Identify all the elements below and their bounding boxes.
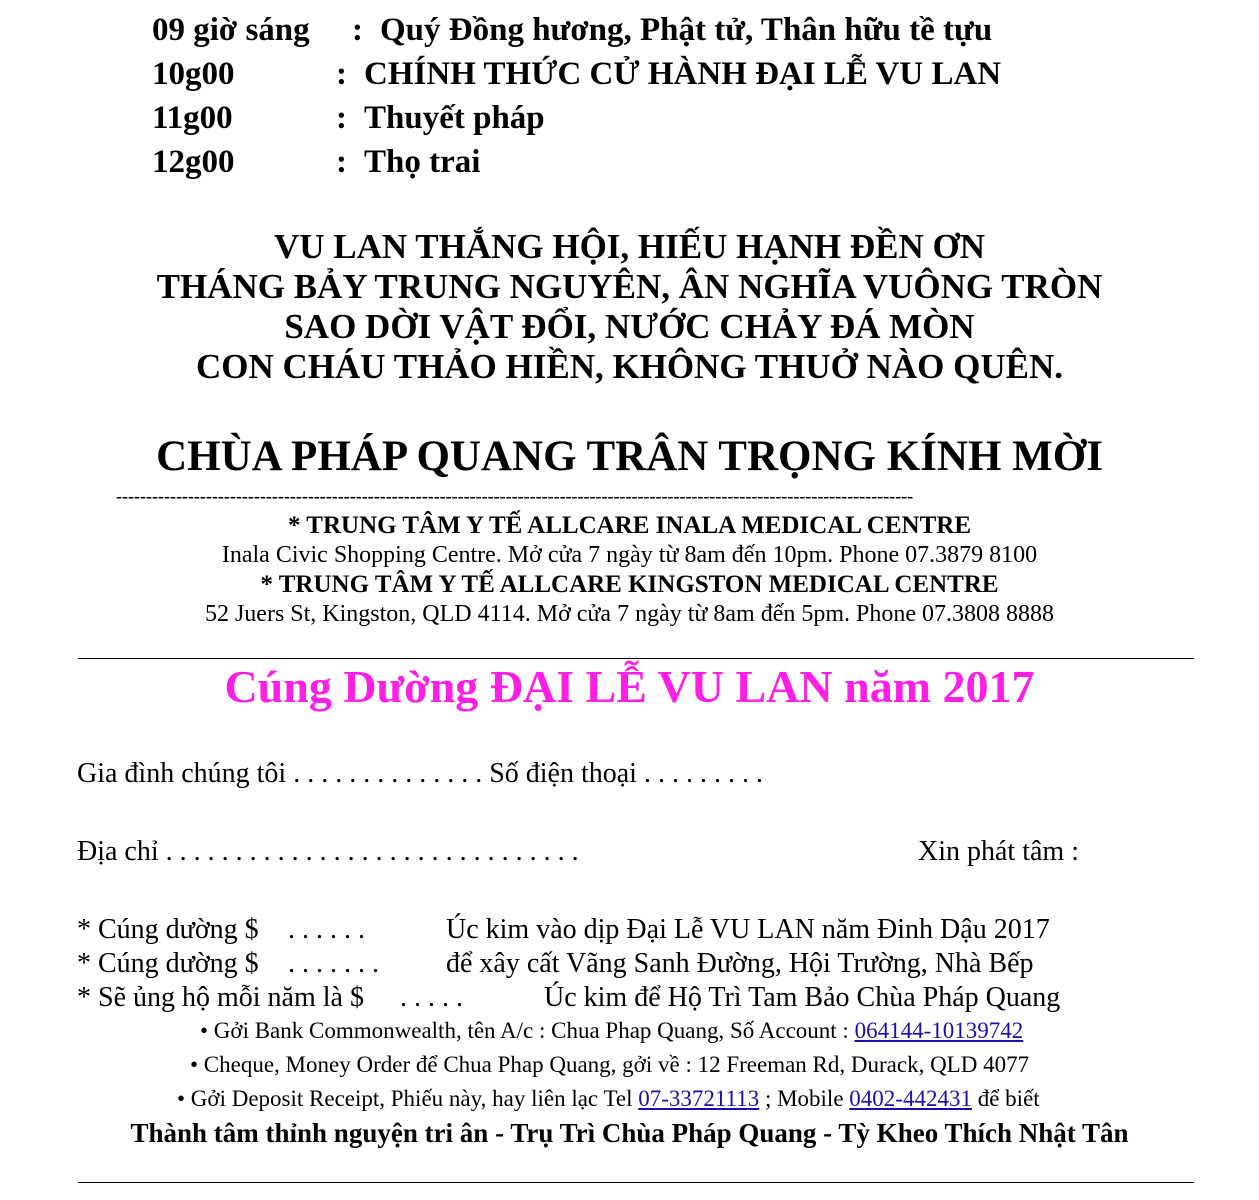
poem-line: SAO DỜI VẬT ĐỔI, NƯỚC CHẢY ĐÁ MÒN bbox=[284, 307, 975, 346]
address-field[interactable]: Địa chỉ . . . . . . . . . . . . . . . . . . . . . . . . . . . . . . bbox=[77, 836, 579, 867]
bank-account-link[interactable]: 064144-10139742 bbox=[854, 1018, 1024, 1043]
mobile-link[interactable]: 0402-442431 bbox=[849, 1086, 972, 1111]
schedule-text: Thọ trai bbox=[364, 144, 481, 180]
bank-note bbox=[200, 1018, 1023, 1044]
donation-amount-field[interactable]: . . . . . . bbox=[288, 914, 365, 945]
medical-centre-title: * TRUNG TÂM Y TẾ ALLCARE INALA MEDICAL CENTRE bbox=[288, 512, 971, 539]
schedule-text: Thuyết pháp bbox=[364, 100, 545, 136]
donation-amount-field[interactable]: . . . . . bbox=[400, 982, 463, 1013]
schedule-separator: : bbox=[336, 56, 347, 92]
invitation-heading: CHÙA PHÁP QUANG TRÂN TRỌNG KÍNH MỜI bbox=[156, 433, 1103, 480]
schedule-time: 12g00 bbox=[152, 144, 235, 180]
horizontal-rule bbox=[78, 658, 1194, 659]
poem-line: THÁNG BẢY TRUNG NGUYÊN, ÂN NGHĨA VUÔNG TRÒN bbox=[156, 267, 1103, 306]
donation-amount-field[interactable]: . . . . . . . bbox=[288, 948, 379, 979]
donation-description: Úc kim để Hộ Trì Tam Bảo Chùa Pháp Quang bbox=[544, 982, 1061, 1013]
family-name-field[interactable]: Gia đình chúng tôi . . . . . . . . . . . . . . Số điện thoại . . . . . . . . . bbox=[77, 758, 763, 789]
medical-centre-info: 52 Juers St, Kingston, QLD 4114. Mở cửa 7 ngày từ 8am đến 5pm. Phone 07.3808 8888 bbox=[204, 601, 1055, 627]
medical-centre-title: * TRUNG TÂM Y TẾ ALLCARE KINGSTON MEDICAL CENTRE bbox=[260, 571, 999, 598]
medical-centre-info: Inala Civic Shopping Centre. Mở cửa 7 ngày từ 8am đến 10pm. Phone 07.3879 8100 bbox=[221, 542, 1038, 568]
offering-title: Cúng Dường ĐẠI LỄ VU LAN năm 2017 bbox=[224, 661, 1035, 712]
donation-description: để xây cất Vãng Sanh Đường, Hội Trường, Nhà Bếp bbox=[446, 948, 1034, 979]
donation-label: * Cúng dường $ bbox=[77, 914, 259, 945]
pledge-label: Xin phát tâm : bbox=[918, 836, 1079, 867]
poem-line: CON CHÁU THẢO HIỀN, KHÔNG THUỞ NÀO QUÊN. bbox=[196, 347, 1063, 386]
deposit-note-text: • Gởi Deposit Receipt, Phiếu này, hay liên lạc Tel bbox=[177, 1086, 633, 1111]
dashed-divider: ------------------------------------------------------------------------------------------------------------------------------------- bbox=[116, 486, 914, 506]
schedule-text: Quý Đồng hương, Phật tử, Thân hữu tề tựu bbox=[380, 12, 993, 48]
deposit-note bbox=[177, 1086, 1040, 1112]
schedule-separator: : bbox=[336, 144, 347, 180]
schedule-separator: : bbox=[336, 100, 347, 136]
deposit-note-suffix: để biết bbox=[977, 1086, 1040, 1111]
tel-link[interactable]: 07-33721113 bbox=[638, 1086, 760, 1111]
donation-description: Úc kim vào dịp Đại Lễ VU LAN năm Đinh Dậu 2017 bbox=[446, 914, 1050, 945]
bank-note-text: • Gởi Bank Commonwealth, tên A/c : Chua Phap Quang, Số Account : bbox=[200, 1018, 849, 1043]
schedule-time: 11g00 bbox=[152, 100, 233, 136]
cheque-note: • Cheque, Money Order để Chua Phap Quang, gởi về : 12 Freeman Rd, Durack, QLD 4077 bbox=[190, 1052, 1030, 1077]
mobile-label: ; Mobile bbox=[764, 1086, 844, 1111]
closing-line: Thành tâm thỉnh nguyện tri ân - Trụ Trì Chùa Pháp Quang - Tỳ Kheo Thích Nhật Tân bbox=[130, 1118, 1129, 1148]
schedule-separator: : bbox=[352, 12, 363, 48]
donation-label: * Cúng dường $ bbox=[77, 948, 259, 979]
poem-line: VU LAN THẮNG HỘI, HIẾU HẠNH ĐỀN ƠN bbox=[273, 227, 986, 266]
donation-label: * Sẽ ủng hộ mỗi năm là $ bbox=[77, 982, 364, 1013]
schedule-text: CHÍNH THỨC CỬ HÀNH ĐẠI LỄ VU LAN bbox=[364, 56, 1002, 92]
bottom-rule bbox=[78, 1182, 1194, 1183]
schedule-time: 09 giờ sáng bbox=[152, 12, 310, 48]
schedule-time: 10g00 bbox=[152, 56, 235, 92]
